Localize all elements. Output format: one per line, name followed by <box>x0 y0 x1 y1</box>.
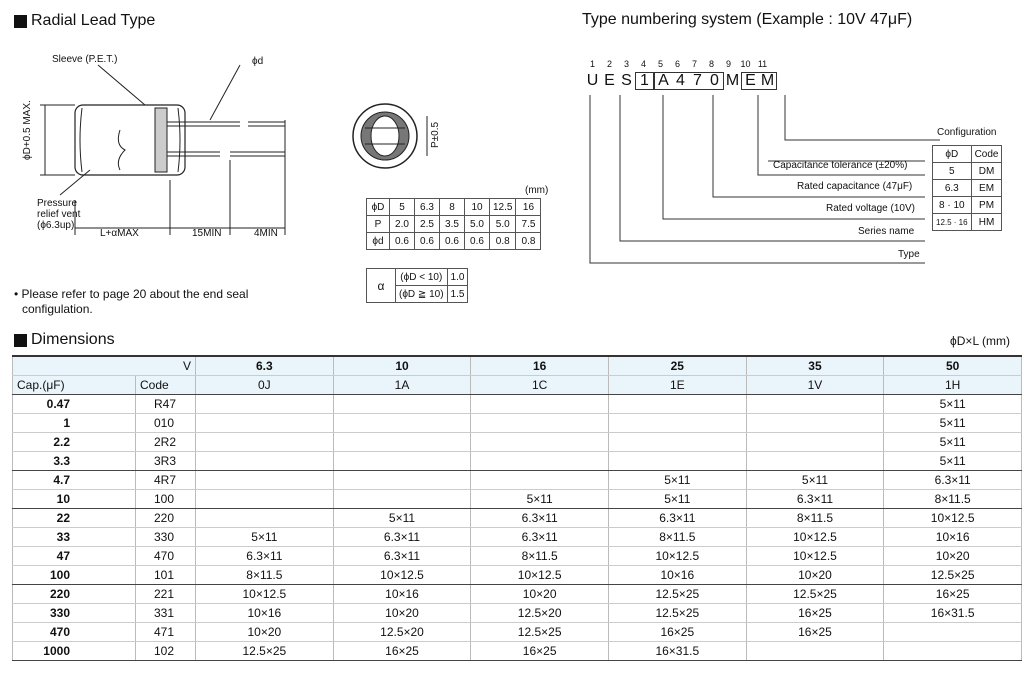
digit-index: 8 <box>708 59 714 69</box>
dimension-cell <box>333 490 471 509</box>
voltage-header: 25 <box>608 356 746 376</box>
dimension-cell: 5×11 <box>746 471 884 490</box>
digit-index: 4 <box>640 59 646 69</box>
digit-index: 6 <box>674 59 680 69</box>
dimension-cell <box>608 433 746 452</box>
dimension-cell: 12.5×25 <box>608 604 746 623</box>
config-cell: HM <box>971 214 1002 231</box>
dimension-cell: 10×12.5 <box>608 547 746 566</box>
digit-index: 5 <box>657 59 663 69</box>
dimension-cell: 12.5×20 <box>471 604 609 623</box>
type-label: Type <box>898 249 920 260</box>
table-row <box>13 471 1022 490</box>
config-cell: 6.3 <box>933 180 972 197</box>
dimension-cell <box>471 452 609 471</box>
dimension-cell <box>333 414 471 433</box>
dimension-cell: 10×12.5 <box>746 547 884 566</box>
voltage-code: 0J <box>196 376 334 395</box>
pitch-cell: 16 <box>516 199 541 216</box>
voltage-code: 1V <box>746 376 884 395</box>
dimension-cell: 16×25 <box>471 642 609 661</box>
cap-cell: 470 <box>13 623 136 642</box>
dimension-cell <box>471 433 609 452</box>
dimension-cell <box>471 414 609 433</box>
alpha-cond-1: (ϕD < 10) <box>396 269 448 286</box>
dimension-cell: 10×12.5 <box>746 528 884 547</box>
part-char: E <box>745 72 756 89</box>
tolerance-label: Capacitance tolerance (±20%) <box>773 160 908 171</box>
dimension-cell: 10×20 <box>196 623 334 642</box>
code-cell: 101 <box>136 566 196 585</box>
part-char: S <box>621 72 632 89</box>
lead-length-label: 15MIN <box>192 228 222 239</box>
configuration-table <box>932 145 1002 231</box>
dimension-cell <box>196 452 334 471</box>
dimension-cell: 10×12.5 <box>471 566 609 585</box>
v-label: V <box>183 359 192 373</box>
cap-cell: 33 <box>13 528 136 547</box>
dimension-cell: 10×12.5 <box>196 585 334 604</box>
cap-cell: 220 <box>13 585 136 604</box>
voltage-header: 16 <box>471 356 609 376</box>
table-row <box>13 566 1022 585</box>
config-cell: ϕD <box>933 146 972 163</box>
vent-line-1: Pressure <box>37 198 78 209</box>
dimension-cell: 16×31.5 <box>608 642 746 661</box>
pitch-cell: 7.5 <box>516 216 541 233</box>
type-system-title: Type numbering system (Example : 10V 47μF) <box>582 11 913 28</box>
pitch-cell: 5.0 <box>490 216 516 233</box>
dimension-cell: 12.5×25 <box>746 585 884 604</box>
note-line-2: configulation. <box>22 302 93 316</box>
config-cell: Code <box>971 146 1002 163</box>
code-cell: 3R3 <box>136 452 196 471</box>
part-char: M <box>760 72 775 89</box>
cap-cell: 3.3 <box>13 452 136 471</box>
dimension-cell <box>746 433 884 452</box>
dimension-cell: 8×11.5 <box>196 566 334 585</box>
pitch-cell: 12.5 <box>490 199 516 216</box>
code-cell: 221 <box>136 585 196 604</box>
part-char: 1 <box>640 72 649 89</box>
dimension-cell: 10×20 <box>471 585 609 604</box>
config-row <box>933 197 1002 214</box>
dimension-cell <box>333 395 471 414</box>
table-row <box>13 433 1022 452</box>
pitch-row-header: ϕD <box>367 199 390 216</box>
body-diameter-label: ϕD+0.5 MAX. <box>22 100 33 160</box>
pitch-cell: 0.8 <box>490 233 516 250</box>
pitch-cell: 0.6 <box>440 233 465 250</box>
pitch-table <box>366 198 541 250</box>
dimension-cell: 10×20 <box>333 604 471 623</box>
dimension-cell <box>746 642 884 661</box>
pitch-cell: 6.3 <box>415 199 440 216</box>
example-part-number <box>584 72 777 90</box>
alpha-table <box>366 268 468 303</box>
voltage-code: 1C <box>471 376 609 395</box>
pitch-cell: 0.8 <box>516 233 541 250</box>
dimension-cell <box>746 452 884 471</box>
table-row <box>13 604 1022 623</box>
dimension-cell: 6.3×11 <box>746 490 884 509</box>
table-row <box>13 528 1022 547</box>
dimension-cell <box>196 471 334 490</box>
dimension-cell: 10×12.5 <box>884 509 1022 528</box>
part-char: U <box>586 72 599 89</box>
dimension-cell: 6.3×11 <box>333 547 471 566</box>
code-cell: 471 <box>136 623 196 642</box>
dimension-cell <box>746 414 884 433</box>
pitch-label: P±0.5 <box>430 121 441 148</box>
dimension-cell <box>333 471 471 490</box>
dimension-cell: 5×11 <box>608 490 746 509</box>
digit-index: 10 <box>740 59 751 69</box>
cap-cell: 1000 <box>13 642 136 661</box>
config-cell: 12.5 · 16 <box>933 214 972 231</box>
dimension-cell: 6.3×11 <box>471 528 609 547</box>
cap-cell: 330 <box>13 604 136 623</box>
pitch-cell: 0.6 <box>390 233 415 250</box>
char-group-box <box>635 72 654 90</box>
lead-diameter-label: ϕd <box>252 56 264 67</box>
pitch-row-header: ϕd <box>367 233 390 250</box>
dimension-cell <box>196 395 334 414</box>
square-bullet-icon <box>14 15 27 28</box>
dimension-cell: 5×11 <box>608 471 746 490</box>
square-bullet-icon <box>14 334 27 347</box>
capacitance-label: Rated capacitance (47μF) <box>797 181 913 192</box>
cap-cell: 2.2 <box>13 433 136 452</box>
pitch-cell: 0.6 <box>415 233 440 250</box>
dimension-cell: 12.5×20 <box>333 623 471 642</box>
digit-index: 3 <box>623 59 629 69</box>
cap-cell: 10 <box>13 490 136 509</box>
digit-index-row <box>584 59 771 69</box>
dimension-cell: 12.5×25 <box>471 623 609 642</box>
part-char: 7 <box>693 72 702 89</box>
config-row <box>933 214 1002 231</box>
dimension-cell: 6.3×11 <box>608 509 746 528</box>
table-row <box>13 395 1022 414</box>
voltage-header: 6.3 <box>196 356 334 376</box>
alpha-val-1: 1.0 <box>447 269 468 286</box>
table-row <box>13 490 1022 509</box>
dimension-cell <box>471 471 609 490</box>
dimension-cell: 10×16 <box>196 604 334 623</box>
voltage-label: Rated voltage (10V) <box>826 203 915 214</box>
dimension-cell <box>196 509 334 528</box>
config-cell: PM <box>971 197 1002 214</box>
code-cell: 010 <box>136 414 196 433</box>
part-char: 4 <box>676 72 685 89</box>
config-label: Configuration <box>937 127 997 138</box>
config-row <box>933 163 1002 180</box>
code-cell: 220 <box>136 509 196 528</box>
dimensions-section-title <box>14 331 115 349</box>
v-label-cell <box>13 356 196 376</box>
dimensions-table <box>12 355 1022 661</box>
dimension-cell: 16×31.5 <box>884 604 1022 623</box>
note-line-1: • Please refer to page 20 about the end seal <box>14 287 249 301</box>
dimension-cell: 5×11 <box>884 414 1022 433</box>
dimension-cell: 8×11.5 <box>471 547 609 566</box>
part-char: 0 <box>710 72 719 89</box>
dimension-cell: 6.3×11 <box>884 471 1022 490</box>
dimension-cell <box>884 642 1022 661</box>
config-cell: EM <box>971 180 1002 197</box>
pitch-cell: 2.5 <box>415 216 440 233</box>
dimensions-unit: ϕD×L (mm) <box>950 334 1010 348</box>
cap-label-cell <box>13 376 136 395</box>
dimension-cell: 16×25 <box>746 623 884 642</box>
alpha-val-2: 1.5 <box>447 286 468 303</box>
dimension-cell: 16×25 <box>333 642 471 661</box>
voltage-header-row <box>13 356 1022 376</box>
digit-index: 9 <box>725 59 731 69</box>
dimension-cell <box>333 433 471 452</box>
code-cell: R47 <box>136 395 196 414</box>
dimension-cell <box>608 414 746 433</box>
pitch-cell: 10 <box>465 199 490 216</box>
dimension-cell: 10×16 <box>333 585 471 604</box>
dimension-cell: 10×20 <box>884 547 1022 566</box>
code-cell: 470 <box>136 547 196 566</box>
dimension-cell: 10×20 <box>746 566 884 585</box>
cap-cell: 100 <box>13 566 136 585</box>
digit-index: 7 <box>691 59 697 69</box>
dimension-cell: 5×11 <box>196 528 334 547</box>
table-row <box>13 623 1022 642</box>
dimension-cell <box>884 623 1022 642</box>
pitch-cell: 5 <box>390 199 415 216</box>
radial-title: Radial Lead Type <box>31 12 156 29</box>
table-row <box>13 642 1022 661</box>
dimension-cell <box>608 395 746 414</box>
dimension-cell: 12.5×25 <box>608 585 746 604</box>
pitch-cell: 8 <box>440 199 465 216</box>
dimension-cell <box>471 395 609 414</box>
part-char: E <box>604 72 615 89</box>
cap-cell: 1 <box>13 414 136 433</box>
vent-line-2: relief vent <box>37 209 81 220</box>
dimension-cell: 5×11 <box>884 452 1022 471</box>
pitch-row-header: P <box>367 216 390 233</box>
code-cell: 4R7 <box>136 471 196 490</box>
radial-section-title <box>14 12 155 30</box>
config-row <box>933 180 1002 197</box>
pressure-vent-label <box>37 198 80 231</box>
table-row <box>13 452 1022 471</box>
cut-length-label: 4MIN <box>254 228 278 239</box>
pitch-row <box>367 199 541 216</box>
table-row <box>13 585 1022 604</box>
dimension-cell: 6.3×11 <box>196 547 334 566</box>
voltage-header: 35 <box>746 356 884 376</box>
pitch-row <box>367 233 541 250</box>
dimension-cell: 10×16 <box>884 528 1022 547</box>
pitch-row <box>367 216 541 233</box>
dimension-cell: 5×11 <box>471 490 609 509</box>
pitch-cell: 5.0 <box>465 216 490 233</box>
dimension-cell: 8×11.5 <box>746 509 884 528</box>
config-row <box>933 146 1002 163</box>
dimension-cell: 5×11 <box>884 433 1022 452</box>
pitch-cell: 3.5 <box>440 216 465 233</box>
code-cell: 102 <box>136 642 196 661</box>
digit-index: 11 <box>757 59 768 69</box>
digit-index: 1 <box>589 59 595 69</box>
voltage-header: 50 <box>884 356 1022 376</box>
pitch-cell: 0.6 <box>465 233 490 250</box>
dimensions-title: Dimensions <box>31 331 115 348</box>
end-seal-note <box>14 287 248 317</box>
voltage-code: 1A <box>333 376 471 395</box>
code-cell: 331 <box>136 604 196 623</box>
char-group-box <box>654 72 724 90</box>
digit-index: 2 <box>606 59 612 69</box>
dimension-cell: 8×11.5 <box>884 490 1022 509</box>
alpha-symbol: α <box>367 269 396 303</box>
code-cell: 330 <box>136 528 196 547</box>
code-header-row <box>13 376 1022 395</box>
code-cell: 2R2 <box>136 433 196 452</box>
pitch-unit: (mm) <box>525 185 549 196</box>
code-label: Code <box>140 378 169 392</box>
code-label-cell <box>136 376 196 395</box>
table-row <box>13 509 1022 528</box>
dimension-cell: 12.5×25 <box>196 642 334 661</box>
part-char: M <box>725 72 740 89</box>
cap-cell: 4.7 <box>13 471 136 490</box>
config-cell: DM <box>971 163 1002 180</box>
sleeve-label: Sleeve (P.E.T.) <box>52 54 118 65</box>
dimension-cell: 5×11 <box>884 395 1022 414</box>
dimension-cell <box>746 395 884 414</box>
length-label: L+αMAX <box>100 228 139 239</box>
cap-cell: 47 <box>13 547 136 566</box>
dimension-cell: 16×25 <box>746 604 884 623</box>
code-cell: 100 <box>136 490 196 509</box>
vent-line-3: (ϕ6.3up) <box>37 220 75 231</box>
char-group-box <box>741 72 777 90</box>
voltage-code: 1E <box>608 376 746 395</box>
table-row <box>13 414 1022 433</box>
dimension-cell: 10×16 <box>608 566 746 585</box>
dimension-cell <box>196 490 334 509</box>
cap-label: Cap.(μF) <box>17 378 65 392</box>
dimension-cell: 6.3×11 <box>471 509 609 528</box>
cap-cell: 0.47 <box>13 395 136 414</box>
alpha-cond-2: (ϕD ≧ 10) <box>396 286 448 303</box>
config-cell: 8 · 10 <box>933 197 972 214</box>
dimension-cell <box>608 452 746 471</box>
dimension-cell: 12.5×25 <box>884 566 1022 585</box>
dimension-cell: 8×11.5 <box>608 528 746 547</box>
dimension-cell: 5×11 <box>333 509 471 528</box>
voltage-code: 1H <box>884 376 1022 395</box>
dimension-cell: 10×12.5 <box>333 566 471 585</box>
dimension-cell <box>196 414 334 433</box>
voltage-header: 10 <box>333 356 471 376</box>
series-label: Series name <box>858 226 915 237</box>
cap-cell: 22 <box>13 509 136 528</box>
dimension-cell: 16×25 <box>884 585 1022 604</box>
pitch-cell: 2.0 <box>390 216 415 233</box>
table-row <box>13 547 1022 566</box>
dimension-cell: 16×25 <box>608 623 746 642</box>
part-char: A <box>658 72 669 89</box>
config-cell: 5 <box>933 163 972 180</box>
dimension-cell: 6.3×11 <box>333 528 471 547</box>
dimension-cell <box>196 433 334 452</box>
dimension-cell <box>333 452 471 471</box>
